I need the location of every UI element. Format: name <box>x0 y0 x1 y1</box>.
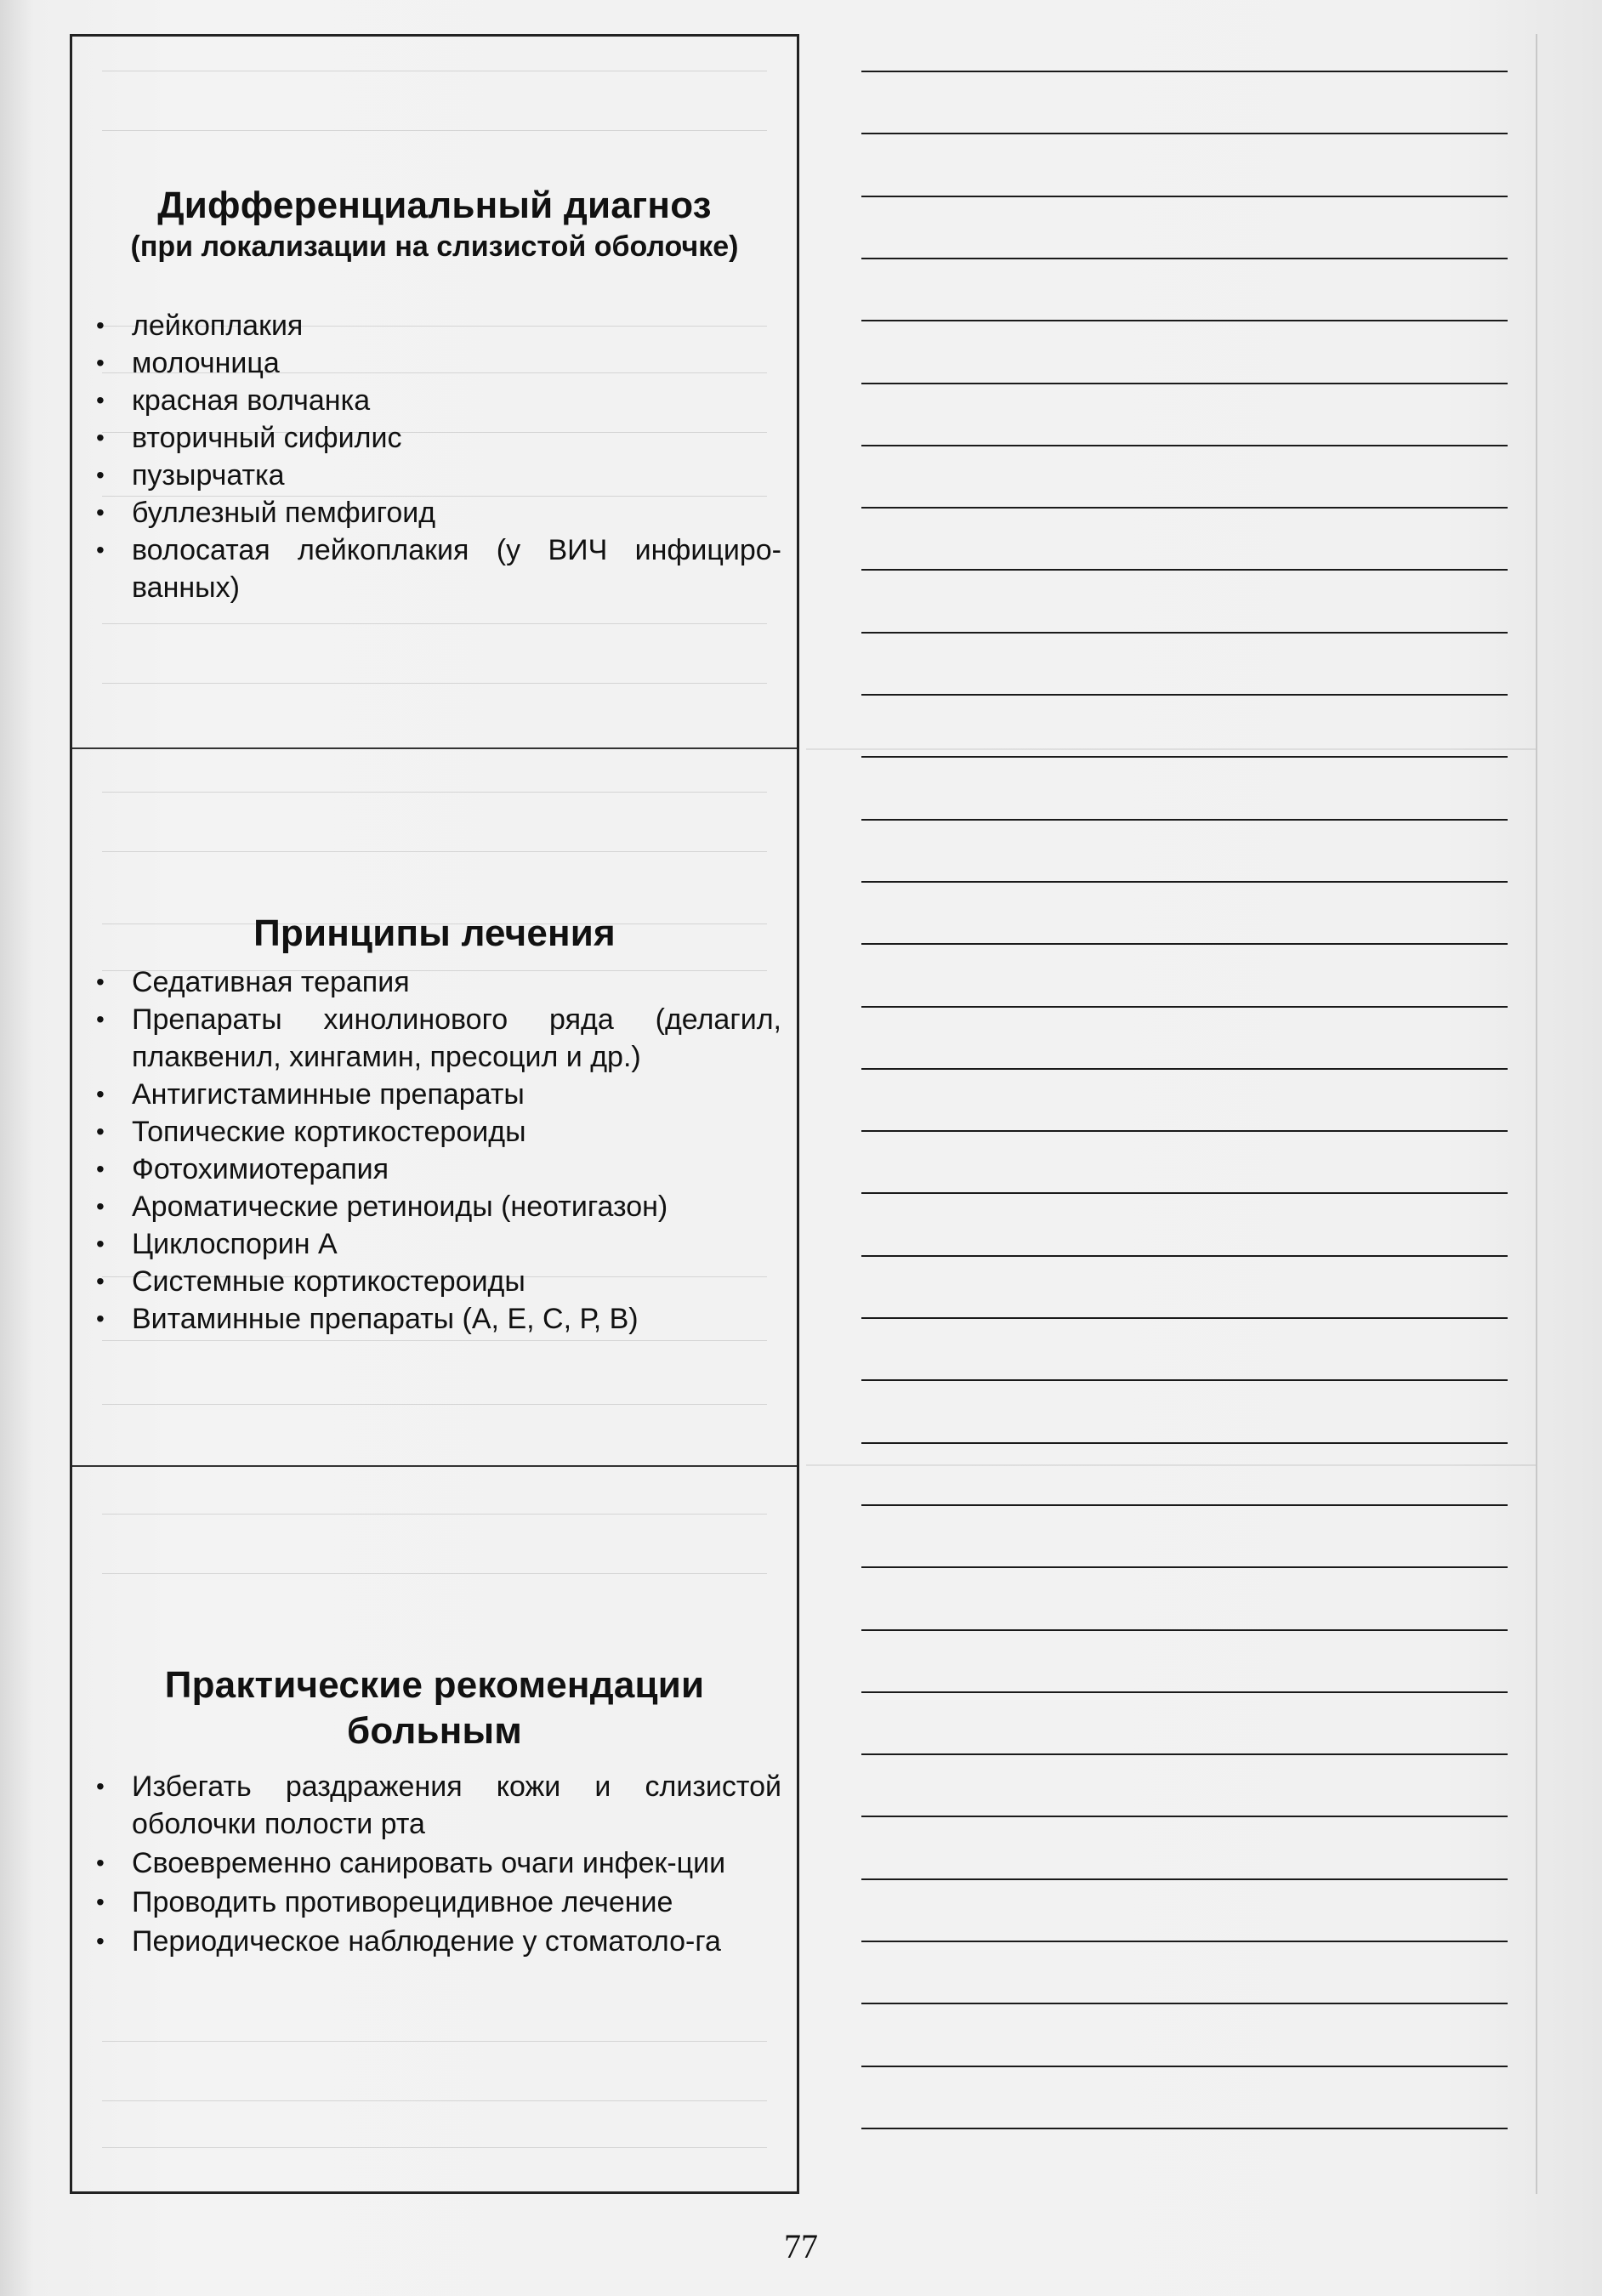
panel-treatment-principles <box>72 749 797 1467</box>
list-item: • Препараты хинолинового ряда (делагил, плаквенил, хингамин, пресоцил и др.) <box>89 1001 781 1076</box>
note-line <box>861 2003 1508 2004</box>
note-line <box>861 694 1508 696</box>
note-line <box>861 2066 1508 2067</box>
note-line <box>861 1816 1508 1817</box>
list-item: • Антигистаминные препараты <box>89 1076 781 1113</box>
note-line <box>861 507 1508 509</box>
panel-title-line2: больным <box>346 1710 523 1752</box>
list-item: • Витаминные препараты (А, Е, С, Р, В) <box>89 1300 781 1338</box>
list-item: • красная волчанка <box>89 382 781 419</box>
list-item: • Системные кортикостероиды <box>89 1263 781 1300</box>
note-line <box>861 320 1508 321</box>
list-item: • Своевременно санировать очаги инфек-ции <box>89 1844 781 1882</box>
list-item: • буллезный пемфигоид <box>89 494 781 531</box>
list-item: • Избегать раздражения кожи и слизистой оболочки полости рта <box>89 1768 781 1843</box>
list-item: • Циклоспорин А <box>89 1225 781 1263</box>
page-number: 77 <box>784 2227 818 2265</box>
panel-subtitle: (при локализации на слизистой оболочке) <box>130 230 739 263</box>
panel-differential-diagnosis <box>72 37 797 749</box>
note-line <box>861 445 1508 446</box>
note-line <box>861 1255 1508 1257</box>
note-line <box>861 569 1508 571</box>
note-line <box>861 1691 1508 1693</box>
note-line <box>861 1068 1508 1070</box>
list-item: • Ароматические ретиноиды (неотигазон) <box>89 1188 781 1225</box>
note-line <box>861 1878 1508 1880</box>
note-line <box>861 756 1508 758</box>
list-item: • Седативная терапия <box>89 963 781 1001</box>
bullet-list <box>89 1768 781 1962</box>
note-line <box>861 383 1508 384</box>
note-line <box>861 632 1508 634</box>
note-line <box>861 819 1508 821</box>
list-item: • волосатая лейкоплакия (у ВИЧ инфициро-ванных) <box>89 531 781 606</box>
note-line <box>861 1566 1508 1568</box>
list-item: • Проводить противорецидивное лечение <box>89 1884 781 1921</box>
notes-column <box>806 34 1537 2194</box>
bullet-list <box>89 307 781 606</box>
note-line <box>861 133 1508 134</box>
panel-title: Принципы лечения <box>253 912 616 954</box>
note-line <box>861 1130 1508 1132</box>
panel-practical-recommendations <box>72 1467 797 2191</box>
note-line <box>861 881 1508 883</box>
left-column-frame <box>70 34 799 2194</box>
list-item: • вторичный сифилис <box>89 419 781 457</box>
bullet-list <box>89 963 781 1338</box>
note-line <box>861 258 1508 259</box>
panel-title: Дифференциальный диагноз <box>157 185 712 226</box>
list-item: • лейкоплакия <box>89 307 781 344</box>
panel-title: Практические рекомендации <box>164 1664 705 1706</box>
note-line <box>861 1006 1508 1008</box>
note-line <box>861 1192 1508 1194</box>
note-line <box>861 1629 1508 1631</box>
note-line <box>861 1317 1508 1319</box>
note-line <box>861 1941 1508 1942</box>
note-line <box>861 1379 1508 1381</box>
note-line <box>861 1442 1508 1444</box>
note-line <box>861 71 1508 72</box>
note-line <box>861 2128 1508 2129</box>
list-item: • Периодическое наблюдение у стоматоло-га <box>89 1923 781 1960</box>
list-item: • пузырчатка <box>89 457 781 494</box>
note-line <box>861 943 1508 945</box>
note-line <box>861 1504 1508 1506</box>
note-line <box>861 1753 1508 1755</box>
list-item: • Топические кортикостероиды <box>89 1113 781 1151</box>
note-line <box>861 196 1508 197</box>
list-item: • молочница <box>89 344 781 382</box>
list-item: • Фотохимиотерапия <box>89 1151 781 1188</box>
